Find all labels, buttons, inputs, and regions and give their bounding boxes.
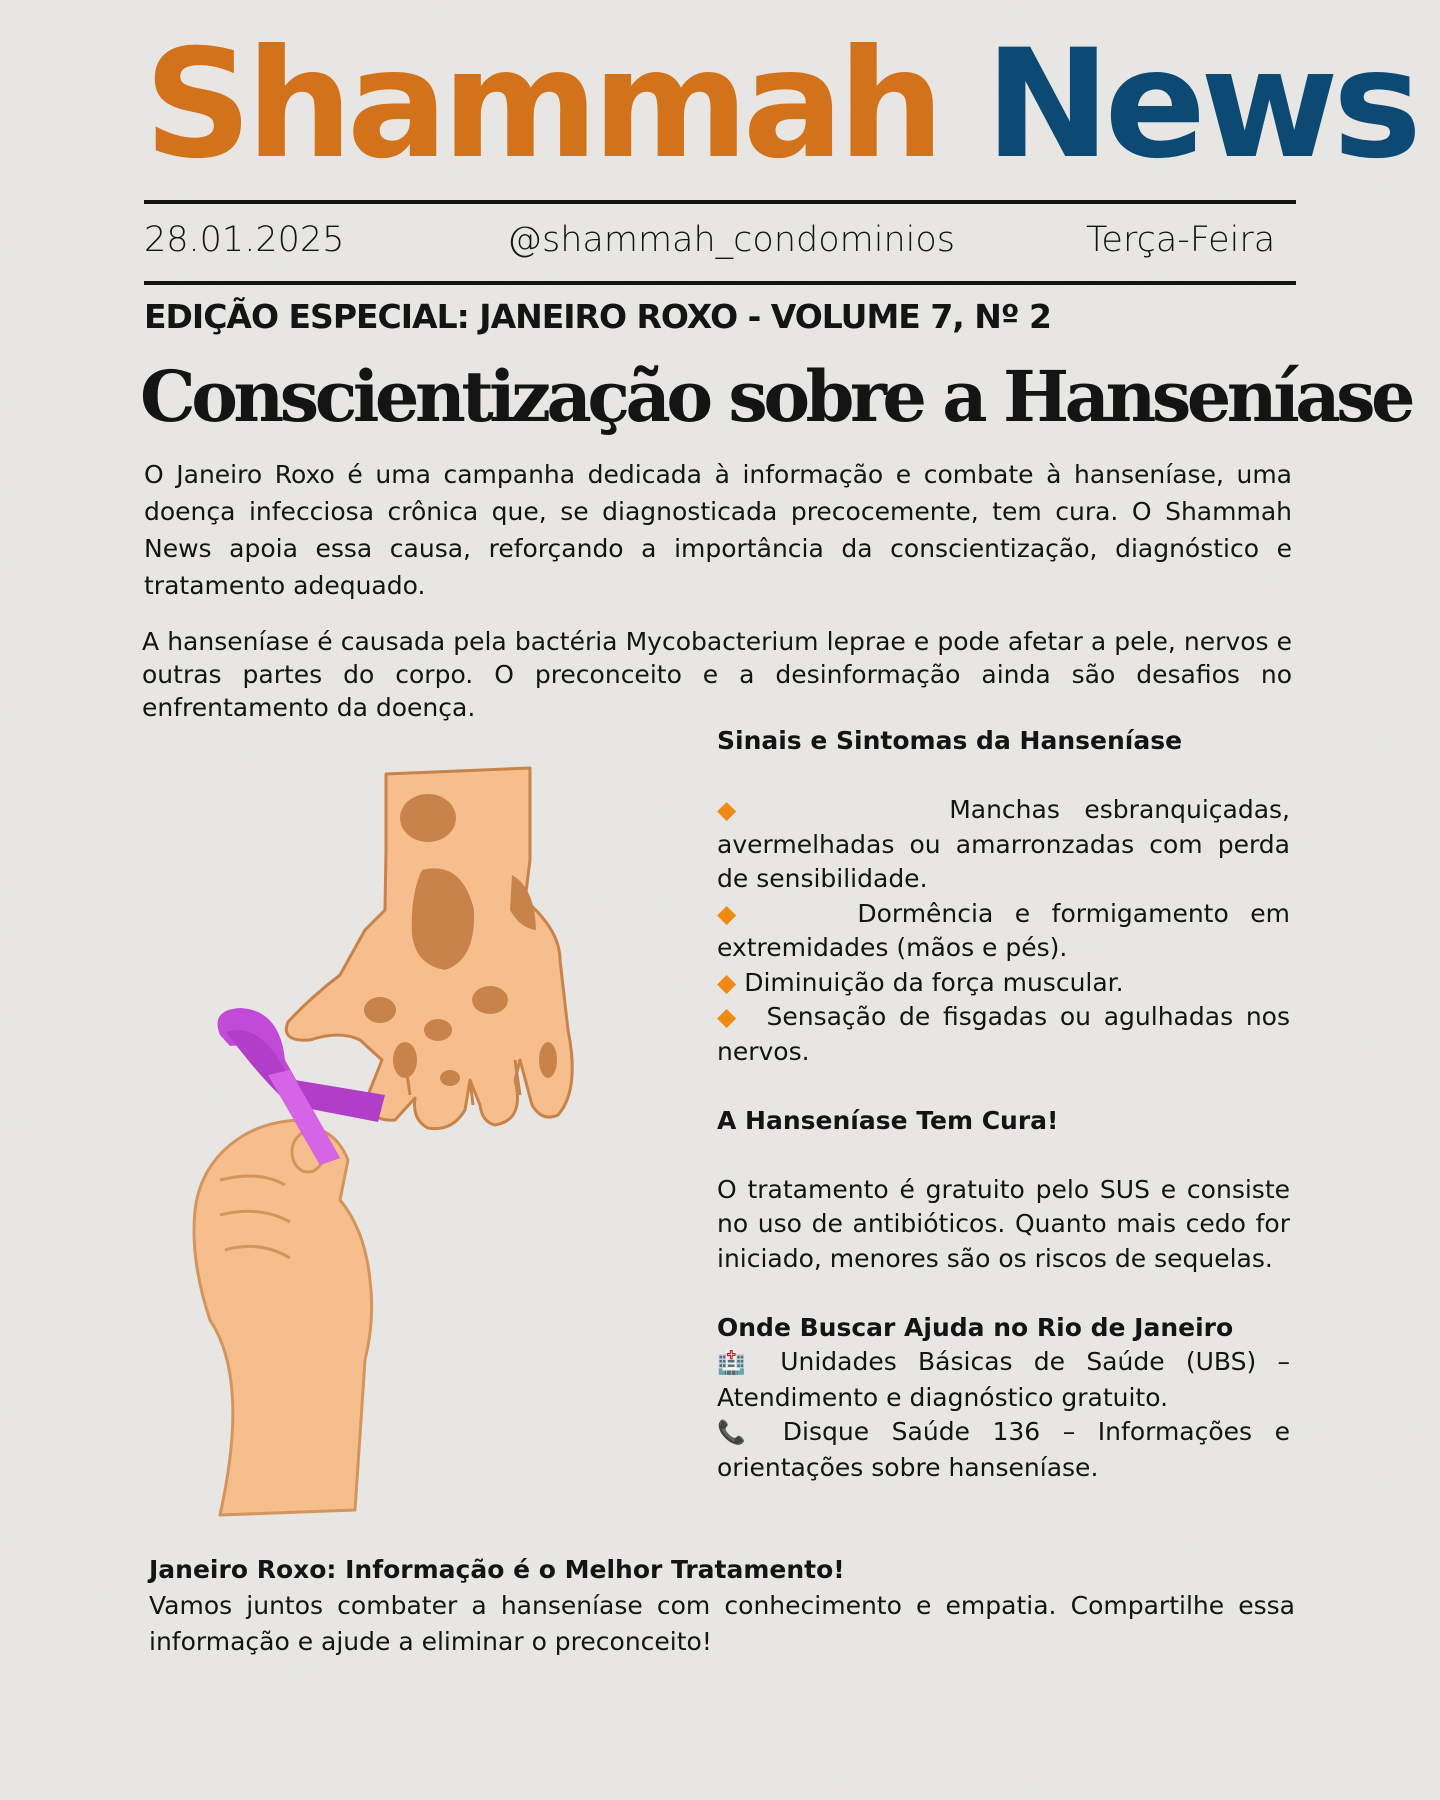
closing-title: Janeiro Roxo: Informação é o Melhor Tratamento! <box>149 1555 845 1584</box>
diamond-bullet-icon: ◆ <box>717 1002 742 1031</box>
symptom-item <box>717 1000 1290 1069</box>
masthead-name-shammah: Shammah <box>144 18 939 192</box>
symptom-text: Dormência e formigamento em extremidades (mãos e pés). <box>717 898 1291 962</box>
cure-title: A Hanseníase Tem Cura! <box>717 1105 1059 1135</box>
symptoms-title: Sinais e Sintomas da Hanseníase <box>717 726 1183 755</box>
symptom-text: Diminuição da força muscular. <box>744 967 1124 997</box>
info-column <box>717 724 1290 1485</box>
edition-label: EDIÇÃO ESPECIAL: JANEIRO ROXO - VOLUME 7, Nº 2 <box>144 297 1051 336</box>
issue-weekday: Terça-Feira <box>1086 220 1276 260</box>
help-item-text: Disque Saúde 136 – Informações e orientações sobre hanseníase. <box>717 1417 1290 1482</box>
symptom-text: Manchas esbranquiçadas, avermelhadas ou amarronzadas com perda de sensibilidade. <box>717 795 1291 893</box>
closing-text: Vamos juntos combater a hanseníase com conhecimento e empatia. Compartilhe essa informação e ajude a eliminar o preconceito! <box>149 1591 1295 1656</box>
cure-text: O tratamento é gratuito pelo SUS e consiste no uso de antibióticos. Quanto mais cedo for iniciado, menores são os riscos de sequelas. <box>717 1174 1290 1273</box>
hands-ribbon-illustration <box>190 760 590 1520</box>
symptom-item <box>717 966 1290 1001</box>
top-rule <box>144 200 1296 204</box>
social-handle: @shammah_condominios <box>507 220 956 260</box>
holding-hand-illustration <box>194 1120 372 1515</box>
spotted-hand-illustration <box>286 768 572 1129</box>
diamond-bullet-icon: ◆ <box>717 795 753 824</box>
diamond-bullet-icon: ◆ <box>717 967 737 997</box>
headline: Conscientização sobre a Hanseníase <box>140 355 1412 438</box>
diamond-bullet-icon: ◆ <box>717 898 750 928</box>
bottom-rule <box>144 281 1296 285</box>
help-item <box>717 1345 1290 1415</box>
closing-section <box>149 1552 1295 1660</box>
masthead-name-news: News <box>984 18 1417 192</box>
issue-date: 28.01.2025 <box>144 220 345 260</box>
symptom-item <box>717 897 1290 966</box>
cause-paragraph: A hanseníase é causada pela bactéria Mycobacterium leprae e pode afetar a pele, nervos e outras partes do corpo. O preconceito e a desinformação ainda são desafios no enfrentamento da doença. <box>142 627 1292 722</box>
help-title: Onde Buscar Ajuda no Rio de Janeiro <box>717 1312 1234 1342</box>
hospital-icon: 🏥 <box>717 1350 759 1376</box>
help-item <box>717 1415 1290 1485</box>
symptom-text: Sensação de fisgadas ou agulhadas nos nervos. <box>717 1002 1290 1066</box>
phone-icon: 📞 <box>717 1420 761 1446</box>
symptom-item <box>717 793 1290 897</box>
masthead <box>144 18 1417 192</box>
intro-paragraph: O Janeiro Roxo é uma campanha dedicada à informação e combate à hanseníase, uma doença infecciosa crônica que, se diagnosticada precocemente, tem cura. O Shammah News apoia essa causa, reforçando a importância da conscientização, diagnóstico e tratamento adequado. <box>144 460 1292 600</box>
help-item-text: Unidades Básicas de Saúde (UBS) – Atendimento e diagnóstico gratuito. <box>717 1347 1290 1412</box>
